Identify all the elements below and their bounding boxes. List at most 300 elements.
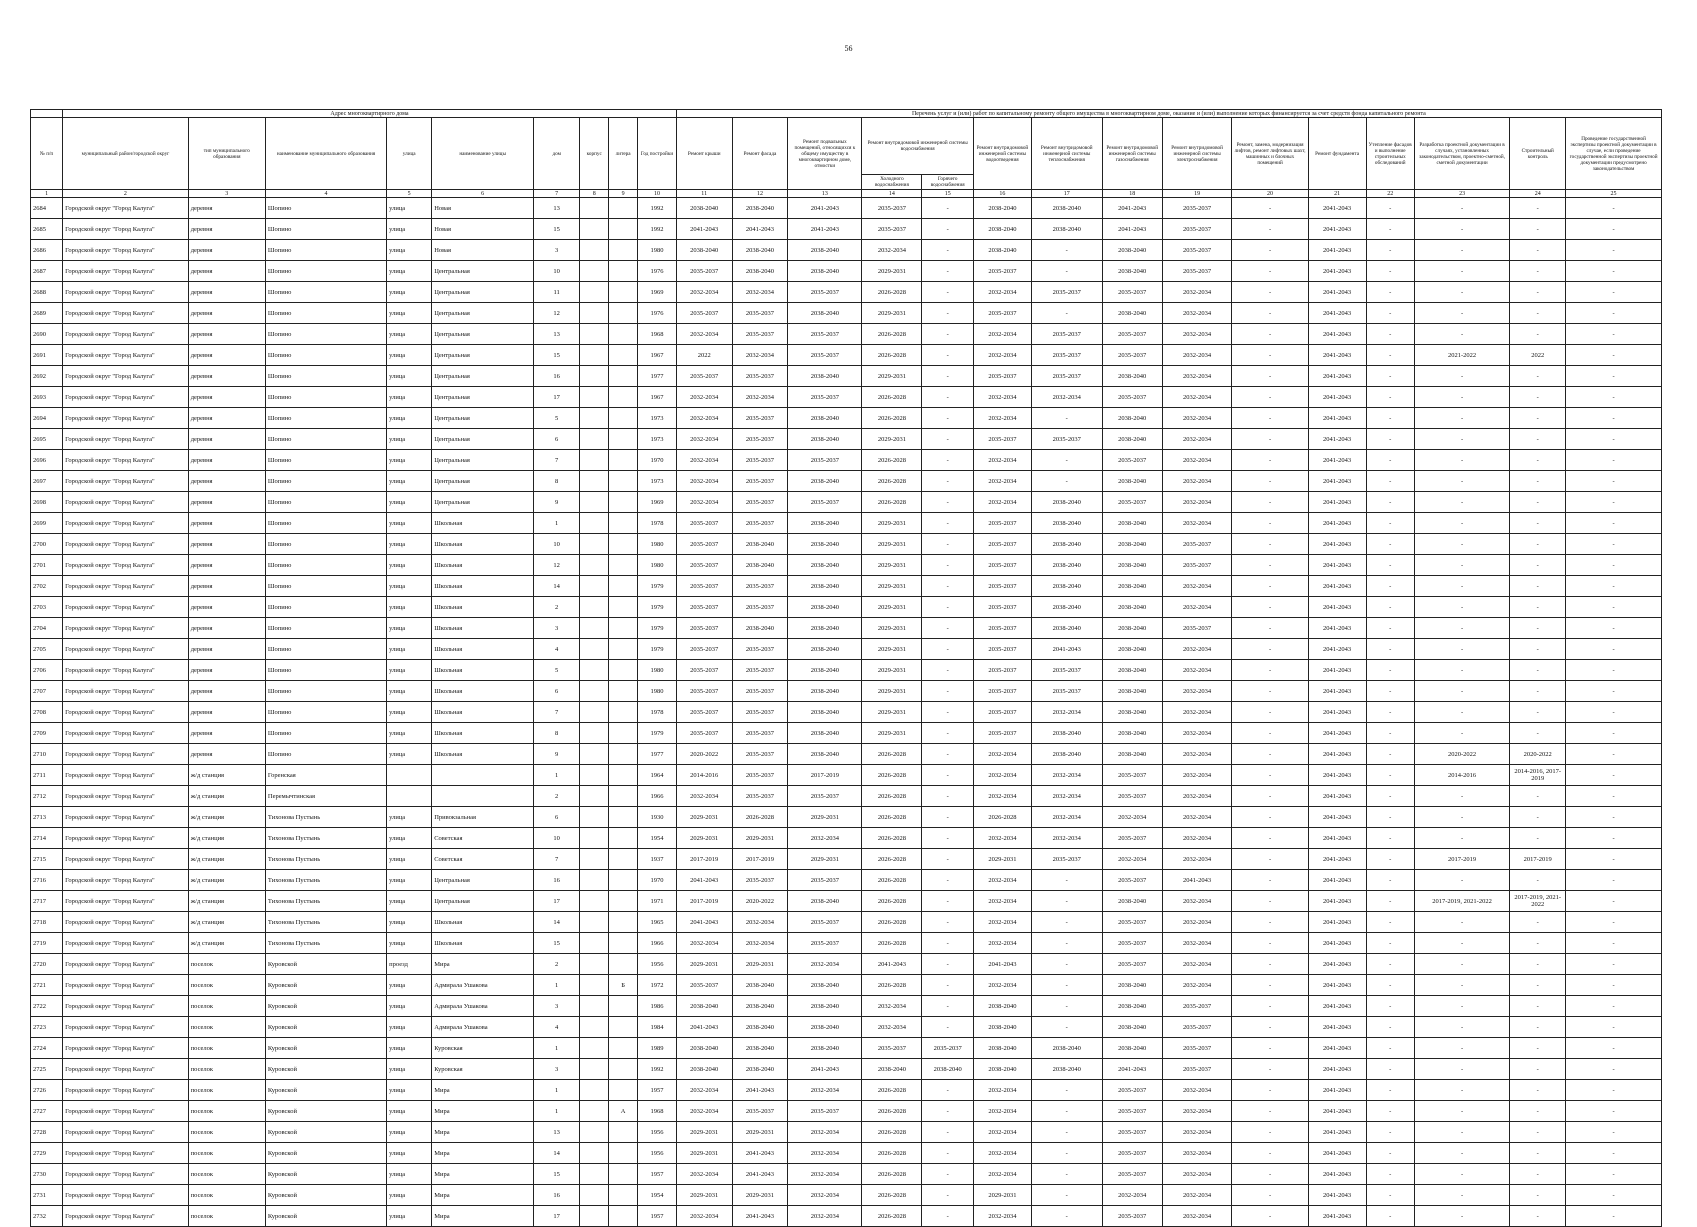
cell-sewerage: 2032-2034 bbox=[973, 912, 1031, 933]
cell-design-docs: - bbox=[1414, 660, 1509, 681]
cell-hot-water: - bbox=[922, 240, 973, 261]
cell-roof-repair: 2029-2031 bbox=[676, 828, 732, 849]
cell-row-number: 2700 bbox=[31, 534, 63, 555]
cell-street-type: улица bbox=[387, 828, 432, 849]
cell-house: 6 bbox=[534, 429, 580, 450]
cell-electricity: 2032-2034 bbox=[1162, 786, 1232, 807]
cell-state-expertise: - bbox=[1566, 660, 1662, 681]
cell-row-number: 2692 bbox=[31, 366, 63, 387]
cell-design-docs: - bbox=[1414, 1122, 1509, 1143]
cell-build-year: 1979 bbox=[638, 639, 677, 660]
cell-hot-water: - bbox=[922, 345, 973, 366]
cell-heating: 2038-2040 bbox=[1031, 1038, 1102, 1059]
cell-construction-control: - bbox=[1510, 639, 1566, 660]
cell-build-year: 1956 bbox=[638, 1122, 677, 1143]
cell-house: 1 bbox=[534, 975, 580, 996]
cell-street-type: улица bbox=[387, 534, 432, 555]
cell-street-type: улица bbox=[387, 912, 432, 933]
cell-build-year: 1992 bbox=[638, 198, 677, 219]
cell-roof-repair: 2038-2040 bbox=[676, 996, 732, 1017]
cell-basement-repair: 2038-2040 bbox=[788, 975, 862, 996]
col-number: 7 bbox=[534, 190, 580, 198]
cell-facade-repair: 2041-2043 bbox=[732, 1143, 788, 1164]
cell-gas: 2032-2034 bbox=[1102, 849, 1162, 870]
cell-heating: 2035-2037 bbox=[1031, 324, 1102, 345]
cell-row-number: 2716 bbox=[31, 870, 63, 891]
cell-building bbox=[580, 849, 609, 870]
cell-street-type: улица bbox=[387, 366, 432, 387]
cell-build-year: 1970 bbox=[638, 450, 677, 471]
cell-design-docs: - bbox=[1414, 492, 1509, 513]
cell-facade-repair: 2038-2040 bbox=[732, 1059, 788, 1080]
cell-gas: 2035-2037 bbox=[1102, 765, 1162, 786]
cell-settlement-type: деревня bbox=[188, 513, 265, 534]
cell-building bbox=[580, 933, 609, 954]
cell-insulation: - bbox=[1366, 1080, 1414, 1101]
cell-heating: - bbox=[1031, 1206, 1102, 1227]
cell-letter bbox=[609, 681, 638, 702]
cell-basement-repair: 2035-2037 bbox=[788, 786, 862, 807]
cell-building bbox=[580, 576, 609, 597]
cell-basement-repair: 2032-2034 bbox=[788, 828, 862, 849]
cell-insulation: - bbox=[1366, 387, 1414, 408]
cell-house: 1 bbox=[534, 765, 580, 786]
cell-settlement-type: поселок bbox=[188, 1017, 265, 1038]
cell-insulation: - bbox=[1366, 723, 1414, 744]
cell-settlement-name: Шопино bbox=[265, 639, 386, 660]
cell-gas: 2038-2040 bbox=[1102, 996, 1162, 1017]
cell-insulation: - bbox=[1366, 996, 1414, 1017]
cell-foundation: 2041-2043 bbox=[1308, 471, 1366, 492]
cell-sewerage: 2032-2034 bbox=[973, 828, 1031, 849]
col-header: Ремонт подвальных помещений, относящихся к общему имуществу в многоквартирном доме, отмостки bbox=[788, 118, 862, 190]
cell-street-type: улица bbox=[387, 702, 432, 723]
cell-house: 4 bbox=[534, 1017, 580, 1038]
cell-hot-water: - bbox=[922, 1122, 973, 1143]
cell-design-docs: - bbox=[1414, 261, 1509, 282]
cell-cold-water: 2029-2031 bbox=[862, 681, 922, 702]
cell-basement-repair: 2038-2040 bbox=[788, 660, 862, 681]
table-row bbox=[31, 492, 1662, 513]
cell-insulation: - bbox=[1366, 786, 1414, 807]
cell-district: Городской округ "Город Калуга" bbox=[63, 198, 189, 219]
cell-elevators: - bbox=[1232, 555, 1308, 576]
cell-street-type: улица bbox=[387, 618, 432, 639]
cell-elevators: - bbox=[1232, 996, 1308, 1017]
cell-electricity: 2032-2034 bbox=[1162, 723, 1232, 744]
cell-settlement-name: Шопино bbox=[265, 597, 386, 618]
col-header: дом bbox=[534, 118, 580, 190]
cell-hot-water: - bbox=[922, 786, 973, 807]
cell-cold-water: 2026-2028 bbox=[862, 1143, 922, 1164]
cell-foundation: 2041-2043 bbox=[1308, 1143, 1366, 1164]
cell-sewerage: 2035-2037 bbox=[973, 534, 1031, 555]
cell-foundation: 2041-2043 bbox=[1308, 870, 1366, 891]
cell-building bbox=[580, 702, 609, 723]
cell-basement-repair: 2038-2040 bbox=[788, 639, 862, 660]
cell-street-type: улица bbox=[387, 891, 432, 912]
cell-heating: 2032-2034 bbox=[1031, 828, 1102, 849]
cell-district: Городской округ "Город Калуга" bbox=[63, 1164, 189, 1185]
cell-settlement-type: деревня bbox=[188, 366, 265, 387]
cell-street-name: Центральная bbox=[432, 345, 534, 366]
cell-design-docs: - bbox=[1414, 471, 1509, 492]
cell-district: Городской округ "Город Калуга" bbox=[63, 366, 189, 387]
cell-heating: - bbox=[1031, 891, 1102, 912]
cell-electricity: 2032-2034 bbox=[1162, 849, 1232, 870]
cell-heating: 2038-2040 bbox=[1031, 744, 1102, 765]
cell-house: 15 bbox=[534, 219, 580, 240]
cell-electricity: 2032-2034 bbox=[1162, 891, 1232, 912]
cell-district: Городской округ "Город Калуга" bbox=[63, 1059, 189, 1080]
cell-row-number: 2713 bbox=[31, 807, 63, 828]
cell-row-number: 2709 bbox=[31, 723, 63, 744]
cell-state-expertise: - bbox=[1566, 240, 1662, 261]
cell-roof-repair: 2041-2043 bbox=[676, 219, 732, 240]
cell-settlement-type: деревня bbox=[188, 660, 265, 681]
cell-sewerage: 2032-2034 bbox=[973, 933, 1031, 954]
cell-letter bbox=[609, 576, 638, 597]
cell-gas: 2035-2037 bbox=[1102, 450, 1162, 471]
cell-settlement-name: Куровской bbox=[265, 1038, 386, 1059]
cell-hot-water: - bbox=[922, 702, 973, 723]
cell-street-name: Привокзальная bbox=[432, 807, 534, 828]
cell-street-type: улица bbox=[387, 240, 432, 261]
cell-construction-control: - bbox=[1510, 366, 1566, 387]
col-header: тип муниципального образования bbox=[188, 118, 265, 190]
cell-design-docs: - bbox=[1414, 702, 1509, 723]
table-row bbox=[31, 324, 1662, 345]
cell-state-expertise: - bbox=[1566, 765, 1662, 786]
cell-insulation: - bbox=[1366, 1164, 1414, 1185]
table-row bbox=[31, 618, 1662, 639]
cell-roof-repair: 2032-2034 bbox=[676, 324, 732, 345]
cell-street-name: Школьная bbox=[432, 618, 534, 639]
cell-design-docs: - bbox=[1414, 975, 1509, 996]
cell-cold-water: 2026-2028 bbox=[862, 849, 922, 870]
cell-construction-control: 2017-2019 bbox=[1510, 849, 1566, 870]
cell-street-name: Школьная bbox=[432, 702, 534, 723]
cell-heating: 2032-2034 bbox=[1031, 702, 1102, 723]
cell-insulation: - bbox=[1366, 303, 1414, 324]
cell-street-type: улица bbox=[387, 723, 432, 744]
cell-hot-water: - bbox=[922, 576, 973, 597]
cell-street-type: улица bbox=[387, 1101, 432, 1122]
cell-design-docs: - bbox=[1414, 1143, 1509, 1164]
cell-sewerage: 2032-2034 bbox=[973, 786, 1031, 807]
cell-roof-repair: 2038-2040 bbox=[676, 1038, 732, 1059]
cell-district: Городской округ "Город Калуга" bbox=[63, 723, 189, 744]
cell-row-number: 2720 bbox=[31, 954, 63, 975]
cell-build-year: 1966 bbox=[638, 786, 677, 807]
cell-electricity: 2032-2034 bbox=[1162, 576, 1232, 597]
cell-hot-water: - bbox=[922, 366, 973, 387]
cell-letter bbox=[609, 471, 638, 492]
cell-electricity: 2035-2037 bbox=[1162, 261, 1232, 282]
cell-design-docs: - bbox=[1414, 450, 1509, 471]
cell-building bbox=[580, 1017, 609, 1038]
cell-building bbox=[580, 1164, 609, 1185]
cell-roof-repair: 2014-2016 bbox=[676, 765, 732, 786]
cell-gas: 2035-2037 bbox=[1102, 1164, 1162, 1185]
cell-street-type: улица bbox=[387, 471, 432, 492]
cell-district: Городской округ "Город Калуга" bbox=[63, 534, 189, 555]
cell-state-expertise: - bbox=[1566, 219, 1662, 240]
cell-design-docs: - bbox=[1414, 429, 1509, 450]
cell-state-expertise: - bbox=[1566, 1017, 1662, 1038]
cell-elevators: - bbox=[1232, 912, 1308, 933]
cell-roof-repair: 2017-2019 bbox=[676, 891, 732, 912]
cell-state-expertise: - bbox=[1566, 975, 1662, 996]
cell-heating: 2032-2034 bbox=[1031, 765, 1102, 786]
col-header: Разработка проектной документации в случаях, установленных законодательством, проектно-сметной, сметной документации bbox=[1414, 118, 1509, 190]
cell-street-type: проезд bbox=[387, 954, 432, 975]
cell-state-expertise: - bbox=[1566, 996, 1662, 1017]
cell-state-expertise: - bbox=[1566, 912, 1662, 933]
cell-settlement-name: Тихонова Пустынь bbox=[265, 870, 386, 891]
table-row bbox=[31, 450, 1662, 471]
cell-street-type bbox=[387, 765, 432, 786]
cell-sewerage: 2029-2031 bbox=[973, 849, 1031, 870]
cell-electricity: 2032-2034 bbox=[1162, 1164, 1232, 1185]
cell-electricity: 2032-2034 bbox=[1162, 429, 1232, 450]
cell-basement-repair: 2038-2040 bbox=[788, 744, 862, 765]
cell-building bbox=[580, 1059, 609, 1080]
cell-roof-repair: 2032-2034 bbox=[676, 933, 732, 954]
cell-sewerage: 2032-2034 bbox=[973, 471, 1031, 492]
cell-district: Городской округ "Город Калуга" bbox=[63, 639, 189, 660]
cell-electricity: 2032-2034 bbox=[1162, 387, 1232, 408]
cell-roof-repair: 2038-2040 bbox=[676, 1059, 732, 1080]
cell-elevators: - bbox=[1232, 219, 1308, 240]
cell-street-name: Адмирала Ушакова bbox=[432, 996, 534, 1017]
cell-state-expertise: - bbox=[1566, 1101, 1662, 1122]
cell-basement-repair: 2038-2040 bbox=[788, 576, 862, 597]
cell-roof-repair: 2029-2031 bbox=[676, 1143, 732, 1164]
cell-electricity: 2032-2034 bbox=[1162, 702, 1232, 723]
cell-street-name: Новая bbox=[432, 198, 534, 219]
cell-roof-repair: 2032-2034 bbox=[676, 282, 732, 303]
cell-settlement-type: деревня bbox=[188, 303, 265, 324]
cell-settlement-type: деревня bbox=[188, 450, 265, 471]
cell-letter bbox=[609, 492, 638, 513]
cell-electricity: 2032-2034 bbox=[1162, 513, 1232, 534]
cell-electricity: 2032-2034 bbox=[1162, 1080, 1232, 1101]
cell-design-docs: 2020-2022 bbox=[1414, 744, 1509, 765]
cell-foundation: 2041-2043 bbox=[1308, 912, 1366, 933]
cell-build-year: 1954 bbox=[638, 828, 677, 849]
cell-facade-repair: 2038-2040 bbox=[732, 975, 788, 996]
cell-foundation: 2041-2043 bbox=[1308, 765, 1366, 786]
cell-letter bbox=[609, 1143, 638, 1164]
cell-district: Городской округ "Город Калуга" bbox=[63, 513, 189, 534]
cell-hot-water: - bbox=[922, 996, 973, 1017]
cell-cold-water: 2035-2037 bbox=[862, 1038, 922, 1059]
cell-insulation: - bbox=[1366, 744, 1414, 765]
cell-house: 13 bbox=[534, 1122, 580, 1143]
cell-settlement-name: Шопино bbox=[265, 555, 386, 576]
col-header-water-group: Ремонт внутридомовой инженерной системы водоснабжения bbox=[862, 118, 974, 175]
cell-foundation: 2041-2043 bbox=[1308, 1206, 1366, 1227]
cell-construction-control: - bbox=[1510, 597, 1566, 618]
cell-build-year: 1967 bbox=[638, 345, 677, 366]
cell-hot-water: - bbox=[922, 492, 973, 513]
cell-house: 14 bbox=[534, 912, 580, 933]
cell-cold-water: 2026-2028 bbox=[862, 828, 922, 849]
cell-house: 3 bbox=[534, 1059, 580, 1080]
cell-facade-repair: 2035-2037 bbox=[732, 765, 788, 786]
cell-district: Городской округ "Город Калуга" bbox=[63, 618, 189, 639]
cell-insulation: - bbox=[1366, 891, 1414, 912]
cell-house: 17 bbox=[534, 1206, 580, 1227]
cell-house: 17 bbox=[534, 387, 580, 408]
cell-facade-repair: 2032-2034 bbox=[732, 933, 788, 954]
cell-elevators: - bbox=[1232, 828, 1308, 849]
cell-street-type: улица bbox=[387, 555, 432, 576]
cell-foundation: 2041-2043 bbox=[1308, 618, 1366, 639]
cell-row-number: 2725 bbox=[31, 1059, 63, 1080]
cell-row-number: 2707 bbox=[31, 681, 63, 702]
cell-basement-repair: 2041-2043 bbox=[788, 198, 862, 219]
cell-elevators: - bbox=[1232, 1038, 1308, 1059]
cell-facade-repair: 2035-2037 bbox=[732, 366, 788, 387]
cell-building bbox=[580, 660, 609, 681]
cell-elevators: - bbox=[1232, 1059, 1308, 1080]
cell-basement-repair: 2032-2034 bbox=[788, 1122, 862, 1143]
table-row bbox=[31, 765, 1662, 786]
cell-street-name: Центральная bbox=[432, 324, 534, 345]
cell-electricity: 2032-2034 bbox=[1162, 933, 1232, 954]
cell-design-docs: - bbox=[1414, 1206, 1509, 1227]
cell-hot-water: - bbox=[922, 198, 973, 219]
col-number: 6 bbox=[432, 190, 534, 198]
cell-district: Городской округ "Город Калуга" bbox=[63, 597, 189, 618]
cell-settlement-type: поселок bbox=[188, 1080, 265, 1101]
cell-foundation: 2041-2043 bbox=[1308, 534, 1366, 555]
cell-cold-water: 2029-2031 bbox=[862, 597, 922, 618]
cell-basement-repair: 2038-2040 bbox=[788, 408, 862, 429]
cell-foundation: 2041-2043 bbox=[1308, 429, 1366, 450]
cell-sewerage: 2035-2037 bbox=[973, 366, 1031, 387]
col-number: 15 bbox=[922, 190, 973, 198]
cell-street-name: Школьная bbox=[432, 723, 534, 744]
cell-roof-repair: 2017-2019 bbox=[676, 849, 732, 870]
table-row bbox=[31, 1122, 1662, 1143]
cell-elevators: - bbox=[1232, 240, 1308, 261]
cell-roof-repair: 2029-2031 bbox=[676, 1185, 732, 1206]
cell-heating: 2038-2040 bbox=[1031, 513, 1102, 534]
table-row bbox=[31, 1101, 1662, 1122]
cell-hot-water: - bbox=[922, 1143, 973, 1164]
cell-district: Городской округ "Город Калуга" bbox=[63, 870, 189, 891]
cell-insulation: - bbox=[1366, 198, 1414, 219]
cell-street-type: улица bbox=[387, 387, 432, 408]
cell-elevators: - bbox=[1232, 261, 1308, 282]
cell-settlement-name: Шопино bbox=[265, 240, 386, 261]
cell-gas: 2035-2037 bbox=[1102, 1206, 1162, 1227]
cell-settlement-name: Шопино bbox=[265, 219, 386, 240]
cell-district: Городской округ "Город Калуга" bbox=[63, 492, 189, 513]
cell-basement-repair: 2041-2043 bbox=[788, 219, 862, 240]
cell-roof-repair: 2032-2034 bbox=[676, 786, 732, 807]
cell-foundation: 2041-2043 bbox=[1308, 849, 1366, 870]
cell-heating: - bbox=[1031, 954, 1102, 975]
cell-elevators: - bbox=[1232, 639, 1308, 660]
col-header: Строительный контроль bbox=[1510, 118, 1566, 190]
cell-house: 2 bbox=[534, 786, 580, 807]
cell-construction-control: - bbox=[1510, 240, 1566, 261]
cell-build-year: 1930 bbox=[638, 807, 677, 828]
cell-street-name: Новая bbox=[432, 219, 534, 240]
table-row bbox=[31, 534, 1662, 555]
cell-settlement-type: деревня bbox=[188, 618, 265, 639]
cell-cold-water: 2026-2028 bbox=[862, 1122, 922, 1143]
cell-letter bbox=[609, 240, 638, 261]
cell-gas: 2035-2037 bbox=[1102, 912, 1162, 933]
cell-insulation: - bbox=[1366, 681, 1414, 702]
cell-state-expertise: - bbox=[1566, 1143, 1662, 1164]
cell-gas: 2041-2043 bbox=[1102, 1059, 1162, 1080]
cell-construction-control: - bbox=[1510, 324, 1566, 345]
cell-build-year: 1980 bbox=[638, 681, 677, 702]
cell-foundation: 2041-2043 bbox=[1308, 555, 1366, 576]
cell-build-year: 1977 bbox=[638, 366, 677, 387]
cell-street-type: улица bbox=[387, 1206, 432, 1227]
cell-settlement-name: Куровской bbox=[265, 1059, 386, 1080]
cell-roof-repair: 2035-2037 bbox=[676, 597, 732, 618]
cell-district: Городской округ "Город Калуга" bbox=[63, 1080, 189, 1101]
cell-roof-repair: 2032-2034 bbox=[676, 471, 732, 492]
table-row bbox=[31, 891, 1662, 912]
cell-row-number: 2684 bbox=[31, 198, 63, 219]
cell-sewerage: 2035-2037 bbox=[973, 576, 1031, 597]
cell-district: Городской округ "Город Калуга" bbox=[63, 975, 189, 996]
cell-letter: Б bbox=[609, 975, 638, 996]
cell-street-name: Школьная bbox=[432, 744, 534, 765]
cell-district: Городской округ "Город Калуга" bbox=[63, 660, 189, 681]
cell-sewerage: 2035-2037 bbox=[973, 702, 1031, 723]
cell-gas: 2038-2040 bbox=[1102, 681, 1162, 702]
cell-gas: 2038-2040 bbox=[1102, 513, 1162, 534]
cell-row-number: 2719 bbox=[31, 933, 63, 954]
cell-building bbox=[580, 996, 609, 1017]
cell-insulation: - bbox=[1366, 429, 1414, 450]
cell-basement-repair: 2038-2040 bbox=[788, 513, 862, 534]
cell-row-number: 2708 bbox=[31, 702, 63, 723]
col-header: № п/п bbox=[31, 118, 63, 190]
cell-letter bbox=[609, 933, 638, 954]
cell-electricity: 2035-2037 bbox=[1162, 240, 1232, 261]
cell-street-type: улица bbox=[387, 429, 432, 450]
cell-settlement-type: деревня bbox=[188, 282, 265, 303]
cell-street-type: улица bbox=[387, 1164, 432, 1185]
cell-street-type: улица bbox=[387, 807, 432, 828]
cell-gas: 2038-2040 bbox=[1102, 366, 1162, 387]
cell-heating: 2032-2034 bbox=[1031, 807, 1102, 828]
cell-foundation: 2041-2043 bbox=[1308, 1017, 1366, 1038]
cell-street-name: Советская bbox=[432, 828, 534, 849]
table-row bbox=[31, 1185, 1662, 1206]
cell-house: 8 bbox=[534, 471, 580, 492]
cell-building bbox=[580, 1038, 609, 1059]
cell-settlement-name: Шопино bbox=[265, 492, 386, 513]
cell-electricity: 2032-2034 bbox=[1162, 1122, 1232, 1143]
col-number: 24 bbox=[1510, 190, 1566, 198]
cell-basement-repair: 2035-2037 bbox=[788, 324, 862, 345]
cell-hot-water: - bbox=[922, 450, 973, 471]
cell-letter bbox=[609, 786, 638, 807]
cell-cold-water: 2026-2028 bbox=[862, 492, 922, 513]
